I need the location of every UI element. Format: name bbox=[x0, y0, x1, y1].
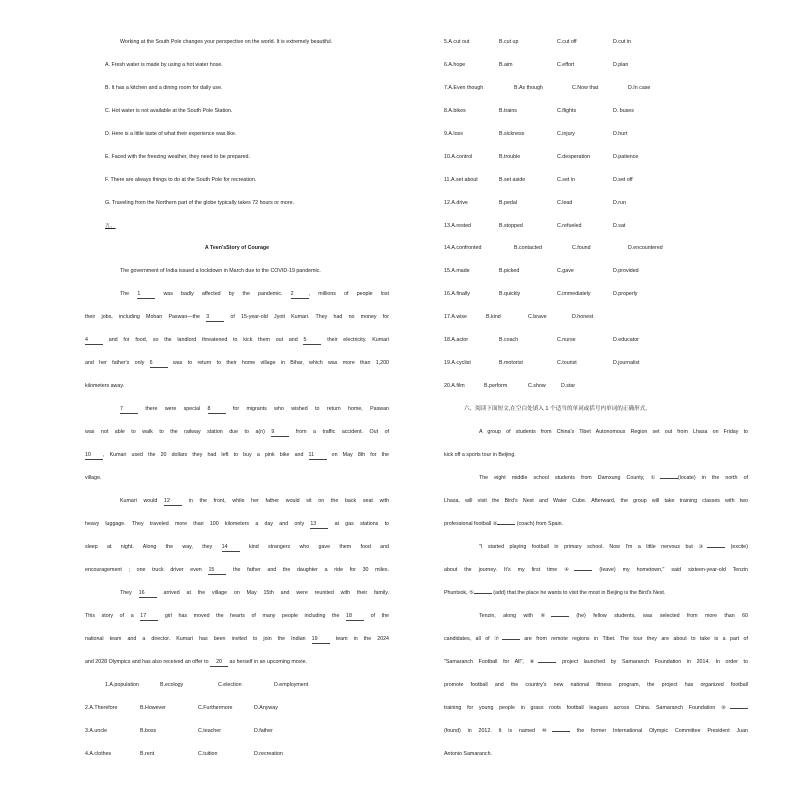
fill-blank-4[interactable] bbox=[574, 570, 592, 571]
blank-2[interactable]: 2 bbox=[291, 291, 309, 299]
cloze-line: The 1 was badly affected by the pandemic. 2 , millions of people lost bbox=[120, 291, 389, 297]
choice-row-12 bbox=[444, 199, 748, 207]
choice-20c[interactable]: C.show bbox=[528, 383, 546, 389]
cloze-line: and 2028 Olympics and has also received an offer to 20 as herself in an upcoming movie. bbox=[85, 659, 307, 665]
fill-line: professional football ② (coach) from Spain. bbox=[444, 521, 564, 527]
fill-line: The eight middle school students from Damxung County, ① (locate) in the north of bbox=[479, 475, 748, 481]
blank-8[interactable]: 8 bbox=[208, 406, 226, 414]
option-a: A. Fresh water is made by using a hot water hose. bbox=[105, 62, 223, 68]
choice-11c[interactable]: C.set in bbox=[557, 177, 575, 183]
choice-row-11 bbox=[444, 176, 748, 184]
choice-6b[interactable]: B.aim bbox=[499, 62, 513, 68]
cloze-line: Kumari would 12 in the front, while her father would sit on the back seat with bbox=[120, 498, 389, 504]
choice-13d[interactable]: D.sat bbox=[613, 223, 626, 229]
choice-7a[interactable]: 7.A.Even though bbox=[444, 85, 484, 91]
choice-4c[interactable]: C.tuition bbox=[198, 751, 218, 757]
choice-9b[interactable]: B.sickness bbox=[499, 131, 525, 137]
choice-10a[interactable]: 10.A.control bbox=[444, 154, 473, 160]
blank-marker-8: ⑧ bbox=[529, 659, 539, 665]
choice-19b[interactable]: B.motorist bbox=[499, 360, 523, 366]
passage-line: promote football and the country's new national fitness program, the project has organized football bbox=[444, 682, 748, 688]
choice-1d[interactable]: D.employment bbox=[274, 682, 309, 688]
fill-line: candidates, all of ⑦ are from remote regions in Tibet. The tour they are about to take is a part of bbox=[444, 636, 748, 642]
choice-17a[interactable]: 17.A.wise bbox=[444, 314, 467, 320]
choice-11d[interactable]: D.set off bbox=[613, 177, 633, 183]
blank-marker-5: ⑤ bbox=[469, 590, 474, 596]
choice-5b[interactable]: B.cut up bbox=[499, 39, 519, 45]
blank-12[interactable]: 12 bbox=[164, 498, 182, 506]
fill-line: "I started playing football in primary school. Now I'm a little nervous but ③ (excite) bbox=[479, 544, 749, 550]
option-b: B. It has a kitchen and a dining room for daily use. bbox=[105, 85, 223, 91]
choice-17b[interactable]: B.kind bbox=[486, 314, 501, 320]
cloze-line: This story of a 17 girl has moved the hearts of many people including the 18 of the bbox=[85, 613, 389, 619]
choice-row-15 bbox=[444, 267, 748, 275]
choice-18c[interactable]: C.nurse bbox=[557, 337, 576, 343]
choice-row-4 bbox=[85, 750, 389, 758]
choice-16c[interactable]: C.immediately bbox=[557, 291, 591, 297]
choice-8d[interactable]: D. buses bbox=[613, 108, 634, 114]
blank-1[interactable]: 1 bbox=[137, 291, 155, 299]
choice-8c[interactable]: C.flights bbox=[557, 108, 577, 114]
blank-14[interactable]: 14 bbox=[222, 544, 240, 552]
option-e: E. Faced with the freezing weather, they need to be prepared. bbox=[105, 154, 250, 160]
cloze-line: village. bbox=[85, 475, 102, 481]
cloze-line: They 16 arrived at the village on May 15th and were reunited with their family. bbox=[120, 590, 389, 596]
option-c: C. Hot water is not available at the South Pole Station. bbox=[105, 108, 233, 114]
blank-6[interactable]: 6 bbox=[150, 360, 168, 368]
choice-14c[interactable]: C.found bbox=[572, 245, 591, 251]
passage-line: kick off a sports tour in Beijing. bbox=[444, 452, 516, 458]
passage-intro: Working at the South Pole changes your perspective on the world. It is extremely beautiful. bbox=[120, 39, 333, 45]
choice-1c[interactable]: C.election bbox=[218, 682, 242, 688]
fill-blank-10[interactable] bbox=[552, 731, 570, 732]
choice-1b[interactable]: B.ecology bbox=[160, 682, 184, 688]
choice-12c[interactable]: C.lead bbox=[557, 200, 573, 206]
choice-16b[interactable]: B.quickly bbox=[499, 291, 521, 297]
cloze-line: sleep at night. Along the way, they 14 kind strangers who gave them food and bbox=[85, 544, 389, 550]
blank-19[interactable]: 19 bbox=[312, 636, 330, 644]
choice-row-3 bbox=[85, 727, 389, 735]
choice-20d[interactable]: D.star bbox=[561, 383, 576, 389]
blank-4[interactable]: 4 bbox=[85, 337, 103, 345]
choice-row-19 bbox=[444, 359, 748, 367]
fill-blank-7[interactable] bbox=[502, 639, 520, 640]
blank-7[interactable]: 7 bbox=[120, 406, 138, 414]
choice-row-2 bbox=[85, 704, 389, 712]
choice-12b[interactable]: B.pedal bbox=[499, 200, 517, 206]
cloze-line: encouragement ; one truck driver even 15 the father and the daughter a ride for 30 miles. bbox=[85, 567, 389, 573]
cloze-line: heavy luggage. They traveled more than 100 kilometers a day and only 13 at gas stations to bbox=[85, 521, 389, 527]
choice-row-13 bbox=[444, 222, 748, 230]
choice-2b[interactable]: B.However bbox=[140, 705, 166, 711]
choice-15b[interactable]: B.picked bbox=[499, 268, 520, 274]
choice-row-18 bbox=[444, 336, 748, 344]
fill-line: about the journey. It's my first time ④ (leave) my hometown," said sixteen-year-old Tenzin bbox=[444, 567, 748, 573]
blank-marker-4: ④ bbox=[564, 567, 575, 573]
choice-9d[interactable]: D.hurt bbox=[613, 131, 628, 137]
choice-7d[interactable]: D.In case bbox=[628, 85, 651, 91]
choice-8b[interactable]: B.trains bbox=[499, 108, 517, 114]
choice-13c[interactable]: C.refueled bbox=[557, 223, 582, 229]
choice-19d[interactable]: D.journalist bbox=[613, 360, 640, 366]
choice-4d[interactable]: D.recreation bbox=[254, 751, 283, 757]
cloze-line: and her father's only 6 was to return to their home village in Bihar, which was more than 1,200 bbox=[85, 360, 389, 366]
choice-3d[interactable]: D.father bbox=[254, 728, 273, 734]
blank-marker-1: ① bbox=[650, 475, 660, 481]
cloze-line: 7 there were special 8 for migrants who wished to return home, Paswan bbox=[120, 406, 389, 412]
choice-3c[interactable]: C.teacher bbox=[198, 728, 221, 734]
choice-18d[interactable]: D.educator bbox=[613, 337, 639, 343]
fill-blank-2[interactable] bbox=[497, 524, 515, 525]
choice-5a[interactable]: 5.A.cut out bbox=[444, 39, 470, 45]
fill-blank-1[interactable] bbox=[660, 478, 678, 479]
fill-blank-6[interactable] bbox=[551, 616, 569, 617]
choice-11b[interactable]: B.set aside bbox=[499, 177, 526, 183]
choice-10c[interactable]: C.desperation bbox=[557, 154, 590, 160]
choice-row-9 bbox=[444, 130, 748, 138]
choice-14d[interactable]: D.encountered bbox=[628, 245, 663, 251]
choice-9a[interactable]: 9.A.loss bbox=[444, 131, 463, 137]
blank-marker-7: ⑦ bbox=[494, 636, 502, 642]
passage-line: A group of students from China's Tibet Autonomous Region set out from Lhasa on Friday to bbox=[479, 429, 748, 435]
choice-row-10 bbox=[444, 153, 748, 161]
choice-1a[interactable]: 1.A.population bbox=[105, 682, 139, 688]
fill-line: (found) in 2012. It is named ⑩ the former International Olympic Committee President Juan bbox=[444, 728, 748, 734]
choice-3b[interactable]: B.boss bbox=[140, 728, 157, 734]
blank-marker-10: ⑩ bbox=[541, 728, 552, 734]
cloze-line: 10 , Kumari used the 20 dollars they had left to buy a pink bike and 11 on May 8th for the bbox=[85, 452, 389, 458]
choice-15a[interactable]: 15.A.made bbox=[444, 268, 470, 274]
blank-15[interactable]: 15 bbox=[208, 567, 226, 575]
fill-line: Tenzin, along with ⑥ (he) fellow students, was selected from more than 60 bbox=[479, 613, 748, 619]
choice-12a[interactable]: 12.A.drive bbox=[444, 200, 468, 206]
choice-15d[interactable]: D.provided bbox=[613, 268, 639, 274]
choice-12d[interactable]: D.run bbox=[613, 200, 626, 206]
choice-3a[interactable]: 3.A.uncle bbox=[85, 728, 108, 734]
choice-row-1 bbox=[85, 681, 389, 689]
choice-6a[interactable]: 6.A.hope bbox=[444, 62, 466, 68]
choice-row-5 bbox=[444, 38, 748, 46]
choice-18b[interactable]: B.coach bbox=[499, 337, 519, 343]
choice-4b[interactable]: B.rent bbox=[140, 751, 155, 757]
paragraph-1: The government of India issued a lockdown in March due to the COVID-19 pandemic. bbox=[120, 268, 321, 274]
fill-blank-9[interactable] bbox=[730, 708, 748, 709]
blank-11[interactable]: 11 bbox=[309, 452, 327, 460]
choice-14a[interactable]: 14.A.confronted bbox=[444, 245, 482, 251]
blank-marker-3: ③ bbox=[698, 544, 708, 550]
choice-row-14 bbox=[444, 244, 748, 252]
choice-13b[interactable]: B.stopped bbox=[499, 223, 523, 229]
choice-10d[interactable]: D.patience bbox=[613, 154, 639, 160]
choice-9c[interactable]: C.injury bbox=[557, 131, 575, 137]
cloze-line: national team and a director. Kumari has been invited to join the Indian 19 team in the 2024 bbox=[85, 636, 389, 642]
choice-5c[interactable]: C.cut off bbox=[557, 39, 577, 45]
section-six-heading: 六、阅读下面短文,在空白处填入 1 个适当的单词或括号内单词的正确形式。 bbox=[464, 406, 651, 412]
choice-17c[interactable]: C.brave bbox=[528, 314, 547, 320]
passage-line: Lhasa, will visit the Bird's Nest and Water Cube. Afterward, the group will take training classes with two bbox=[444, 498, 748, 504]
choice-17d[interactable]: D.honest bbox=[572, 314, 594, 320]
choice-row-16 bbox=[444, 290, 748, 298]
option-d: D. Here is a little taste of what their experience was like. bbox=[105, 131, 237, 137]
section-five-heading: 五、 bbox=[105, 223, 116, 229]
cloze-line: their jobs, including Mohan Paswan—the 3 of 15-year-old Jyoti Kumari. They had no money for bbox=[85, 314, 389, 320]
blank-9[interactable]: 9 bbox=[271, 429, 289, 437]
choice-row-7 bbox=[444, 84, 748, 92]
choice-row-17 bbox=[444, 313, 748, 321]
fill-line: Phuntsok, ⑤ (add) that the place he wants to visit the most in Beijing is the Bird's Nest. bbox=[444, 590, 666, 596]
choice-row-20 bbox=[444, 382, 748, 390]
fill-line: "Samaranch Football for All", ⑧ project launched by Samaranch Foundation in 2014. In order to bbox=[444, 659, 748, 665]
blank-marker-6: ⑥ bbox=[540, 613, 552, 619]
cloze-line: was not able to walk to the railway station due to a(n) 9 from a traffic accident. Out of bbox=[85, 429, 389, 435]
blank-13[interactable]: 13 bbox=[310, 521, 328, 529]
option-g: G. Traveling from the Northern part of the globe typically takes 72 hours or more. bbox=[105, 200, 295, 206]
choice-20b[interactable]: B.perform bbox=[484, 383, 508, 389]
fill-line: training for young people in grass roots football leagues across China. Samaranch Foundation ⑨ bbox=[444, 704, 748, 712]
blank-marker-9: ⑨ bbox=[721, 705, 730, 711]
choice-7c[interactable]: C.Now that bbox=[572, 85, 599, 91]
choice-13a[interactable]: 13.A.rested bbox=[444, 223, 472, 229]
choice-8a[interactable]: 8.A.bikes bbox=[444, 108, 466, 114]
blank-marker-2: ② bbox=[492, 521, 498, 527]
blank-18[interactable]: 18 bbox=[346, 613, 364, 621]
blank-17[interactable]: 17 bbox=[140, 613, 158, 621]
blank-20[interactable]: 20 bbox=[210, 659, 228, 667]
fill-blank-5[interactable] bbox=[474, 593, 492, 594]
choice-19c[interactable]: C.tourist bbox=[557, 360, 577, 366]
story-title: A Teen'sStory of Courage bbox=[204, 245, 270, 251]
choice-16d[interactable]: D.properly bbox=[613, 291, 638, 297]
cloze-line: kilometers away. bbox=[85, 383, 125, 389]
choice-row-8 bbox=[444, 107, 748, 115]
choice-10b[interactable]: B.trouble bbox=[499, 154, 521, 160]
fill-blank-3[interactable] bbox=[707, 547, 725, 548]
choice-2c[interactable]: C.Furthermore bbox=[198, 705, 233, 711]
choice-20a[interactable]: 20.A.film bbox=[444, 383, 465, 389]
option-f: F. There are always things to do at the South Pole for recreation. bbox=[105, 177, 257, 183]
blank-3[interactable]: 3 bbox=[206, 314, 224, 322]
blank-10[interactable]: 10 bbox=[85, 452, 103, 460]
choice-11a[interactable]: 11.A.set about bbox=[444, 177, 478, 183]
choice-19a[interactable]: 19.A.cyclist bbox=[444, 360, 471, 366]
blank-16[interactable]: 16 bbox=[139, 590, 157, 598]
choice-6d[interactable]: D.plan bbox=[613, 62, 629, 68]
choice-7b[interactable]: B.As though bbox=[514, 85, 543, 91]
blank-5[interactable]: 5 bbox=[303, 337, 321, 345]
choice-row-6 bbox=[444, 61, 748, 69]
choice-2a[interactable]: 2.A.Therefore bbox=[85, 705, 118, 711]
choice-14b[interactable]: B.contacted bbox=[514, 245, 542, 251]
choice-18a[interactable]: 18.A.actor bbox=[444, 337, 469, 343]
choice-2d[interactable]: D.Anyway bbox=[254, 705, 278, 711]
passage-line: Antonio Samaranch. bbox=[444, 751, 492, 757]
fill-blank-8[interactable] bbox=[538, 662, 556, 663]
choice-16a[interactable]: 16.A.finally bbox=[444, 291, 470, 297]
choice-15c[interactable]: C.gave bbox=[557, 268, 574, 274]
choice-5d[interactable]: D.cut in bbox=[613, 39, 631, 45]
choice-4a[interactable]: 4.A.clothes bbox=[85, 751, 112, 757]
cloze-line: 4 and for food, so the landlord threatened to kick them out and 5 their electricity. Kumari bbox=[85, 337, 390, 343]
choice-6c[interactable]: C.effort bbox=[557, 62, 575, 68]
